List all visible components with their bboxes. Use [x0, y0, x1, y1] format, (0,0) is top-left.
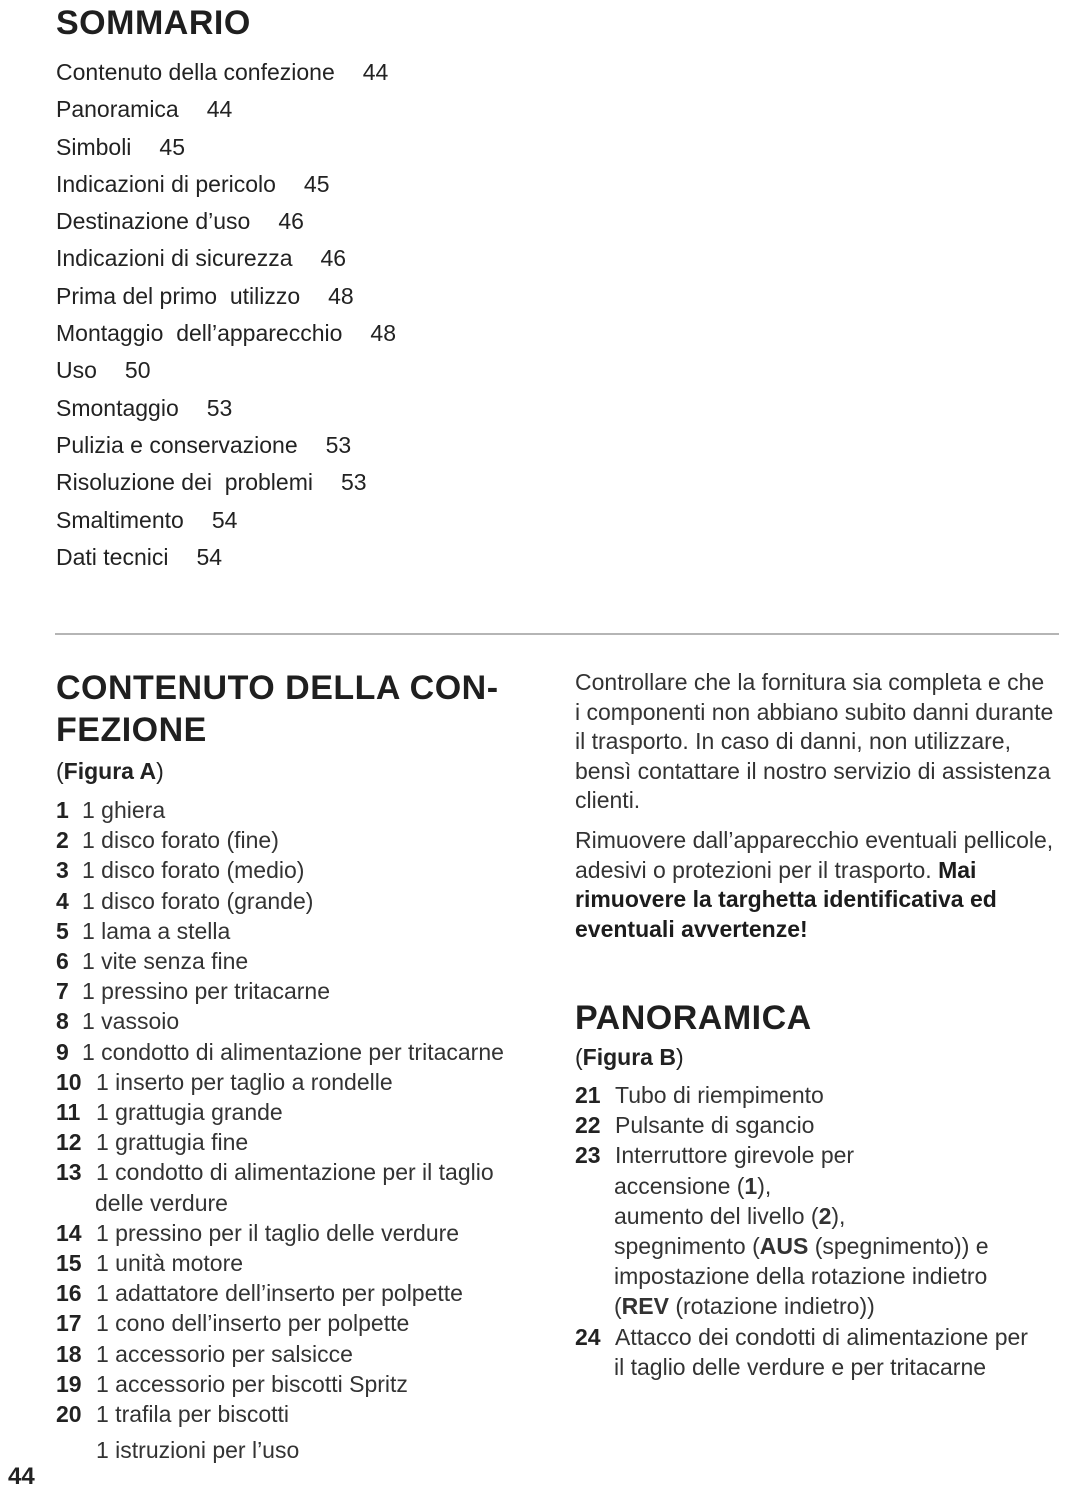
item-number: 10 — [56, 1068, 82, 1095]
item-number: 18 — [56, 1340, 82, 1367]
item-text-continued: impostazione della rotazione indietro — [614, 1263, 988, 1290]
item-text: 1 disco forato (grande) — [82, 887, 314, 914]
overview-title: PANORAMICA — [575, 999, 812, 1037]
item-number: 5 — [56, 917, 69, 944]
item-text: 1 istruzioni per l’uso — [96, 1437, 300, 1464]
item-text: 1 disco forato (fine) — [82, 827, 279, 854]
list-item — [56, 916, 504, 946]
item-number: 1 — [56, 797, 69, 823]
toc-entry-label: Prima del primo utilizzo — [56, 282, 301, 309]
list-item — [56, 1006, 504, 1036]
contents-title-line1: CONTENUTO DELLA CON- — [56, 669, 499, 707]
item-text-bold: 2 — [818, 1202, 832, 1229]
list-item — [56, 976, 504, 1006]
item-text-continued: delle verdure — [95, 1189, 228, 1216]
item-text-part: spegnimento ( — [614, 1233, 760, 1260]
item-text-part: ), — [757, 1172, 772, 1199]
item-text: 1 accessorio per salsicce — [96, 1340, 353, 1367]
toc-entry-label: Simboli — [56, 133, 132, 160]
item-number: 11 — [56, 1099, 81, 1126]
item-number: 12 — [56, 1129, 82, 1156]
toc-entry-label: Panoramica — [56, 96, 179, 123]
toc-entry — [56, 315, 396, 352]
list-item — [56, 1218, 504, 1248]
toc-entry — [56, 129, 396, 166]
list-item — [56, 855, 504, 885]
list-item — [56, 1278, 504, 1308]
list-item — [56, 1369, 504, 1399]
list-item — [575, 1140, 1028, 1321]
toc-entry-page: 53 — [325, 431, 352, 458]
contents-title-line2: FEZIONE — [56, 711, 207, 749]
item-text-continued — [575, 1171, 1028, 1201]
item-text: 1 pressino per tritacarne — [82, 978, 331, 1005]
figure-a-label: Figura A — [63, 758, 157, 784]
item-number: 23 — [575, 1142, 601, 1169]
toc-entry-page: 46 — [320, 245, 347, 272]
figure-b-reference — [575, 1042, 684, 1072]
list-item — [575, 1080, 1028, 1110]
item-text-continued — [575, 1291, 1028, 1321]
toc-entry-page: 53 — [340, 469, 367, 496]
item-number: 24 — [575, 1323, 601, 1350]
toc-entry-label: Uso — [56, 357, 97, 384]
list-item — [56, 1248, 504, 1278]
list-item — [56, 1037, 504, 1067]
toc-entry — [56, 166, 396, 203]
toc-entry — [56, 464, 396, 501]
toc-entry — [56, 390, 396, 427]
item-number: 22 — [575, 1112, 601, 1139]
item-number: 20 — [56, 1401, 82, 1428]
toc-entry-page: 53 — [206, 394, 233, 421]
intro-paragraph-check: Controllare che la fornitura sia completa e che i componenti non abbiano subito danni durante il trasporto. In caso di danni, non utilizzare, bensì contattare il nostro servizio di assistenza clienti. — [575, 669, 1054, 813]
item-text: Interruttore girevole per — [615, 1142, 855, 1169]
list-item — [56, 1097, 504, 1127]
toc-entry — [56, 502, 396, 539]
toc-entry-label: Dati tecnici — [56, 543, 169, 570]
overview-list — [575, 1080, 1028, 1382]
item-number: 15 — [56, 1250, 82, 1277]
item-text: Attacco dei condotti di alimentazione per — [615, 1323, 1028, 1350]
item-text: 1 vite senza fine — [82, 948, 249, 975]
figure-b-label: Figura B — [582, 1044, 676, 1070]
list-item — [56, 1339, 504, 1369]
item-text: 1 vassoio — [82, 1008, 180, 1035]
item-number: 9 — [56, 1038, 69, 1065]
figure-a-reference — [56, 756, 164, 786]
item-text-bold: AUS — [759, 1233, 809, 1260]
item-text-part: ), — [831, 1202, 846, 1229]
item-text: 1 cono dell’inserto per polpette — [96, 1310, 410, 1337]
figure-b-close: ) — [675, 1044, 684, 1070]
toc-entry-label: Indicazioni di pericolo — [56, 170, 276, 197]
item-text-bold: 1 — [744, 1172, 758, 1199]
item-text: 1 lama a stella — [82, 917, 231, 944]
toc-entry-label: Montaggio dell’apparecchio — [56, 320, 343, 347]
intro-remove-warning: Mai rimuovere la targhetta identificativa ed eventuali avvertenze! — [575, 856, 997, 942]
item-text-continued — [575, 1231, 1028, 1261]
list-item — [56, 1399, 504, 1429]
item-text: 1 condotto di alimentazione per il taglio — [96, 1159, 494, 1186]
toc-entry-page: 44 — [362, 59, 389, 85]
toc-entry — [56, 91, 396, 128]
toc-list — [56, 54, 396, 576]
toc-entry-label: Destinazione d’uso — [56, 208, 251, 235]
toc-entry-page: 54 — [196, 543, 223, 570]
contents-list — [56, 795, 504, 1465]
item-text: 1 grattugia fine — [96, 1129, 249, 1156]
item-text: 1 pressino per il taglio delle verdure — [96, 1219, 460, 1246]
item-text-part: aumento del livello ( — [614, 1202, 819, 1229]
toc-entry-page: 46 — [278, 208, 304, 235]
list-item — [56, 1435, 504, 1465]
toc-entry-page: 54 — [211, 506, 238, 533]
item-number: 6 — [56, 948, 69, 975]
list-item — [56, 1157, 504, 1217]
item-number: 8 — [56, 1008, 69, 1035]
item-text: 1 accessorio per biscotti Spritz — [96, 1370, 408, 1397]
list-item — [56, 1308, 504, 1338]
list-item — [56, 795, 504, 825]
item-number: 7 — [56, 978, 69, 1005]
section-divider — [55, 633, 1059, 635]
item-number: 19 — [56, 1370, 82, 1397]
page-number: 44 — [8, 1463, 35, 1490]
item-text: Tubo di riempimento — [615, 1082, 824, 1108]
toc-entry-page: 45 — [159, 133, 186, 160]
toc-entry-label: Risoluzione dei problemi — [56, 469, 313, 496]
toc-entry-label: Smontaggio — [56, 394, 179, 421]
item-text: 1 condotto di alimentazione per tritacarne — [82, 1038, 504, 1065]
item-number: 2 — [56, 827, 69, 854]
figure-b-open: ( — [575, 1044, 583, 1070]
toc-entry-page: 45 — [303, 170, 330, 197]
item-text-bold: REV — [621, 1293, 669, 1320]
item-text: 1 trafila per biscotti — [96, 1401, 290, 1428]
toc-entry-label: Pulizia e conservazione — [56, 431, 298, 458]
item-number: 3 — [56, 857, 69, 884]
item-number: 4 — [56, 887, 69, 914]
toc-entry — [56, 352, 396, 389]
list-item — [56, 825, 504, 855]
item-text-continued: il taglio delle verdure e per tritacarne — [614, 1353, 987, 1380]
list-item — [56, 1127, 504, 1157]
toc-entry-page: 48 — [328, 282, 354, 309]
item-text: 1 ghiera — [82, 797, 166, 823]
toc-entry-label: Contenuto della confezione — [56, 59, 335, 85]
item-text: 1 adattatore dell’inserto per polpette — [96, 1280, 463, 1307]
item-text-part: accensione ( — [614, 1172, 745, 1199]
list-item — [575, 1322, 1028, 1382]
item-number: 16 — [56, 1280, 82, 1307]
figure-a-close: ) — [156, 758, 164, 784]
list-item — [56, 886, 504, 916]
list-item — [56, 1067, 504, 1097]
toc-entry — [56, 278, 396, 315]
intro-remove-text: Rimuovere dall’apparecchio eventuali pellicole, adesivi o protezioni per il trasporto. — [575, 827, 1054, 883]
toc-entry-label: Indicazioni di sicurezza — [56, 245, 293, 272]
item-number: 13 — [56, 1159, 82, 1186]
item-text: Pulsante di sgancio — [615, 1112, 815, 1139]
item-text-part: (rotazione indietro)) — [668, 1293, 875, 1320]
figure-a-open: ( — [56, 758, 64, 784]
item-number: 17 — [56, 1310, 82, 1337]
intro-paragraph-remove — [575, 826, 1065, 944]
item-text: 1 disco forato (medio) — [82, 857, 305, 884]
item-text: 1 grattugia grande — [96, 1099, 283, 1126]
item-text-continued — [575, 1201, 1028, 1231]
item-text: 1 unità motore — [96, 1250, 244, 1277]
toc-entry-page: 50 — [124, 357, 151, 384]
item-number: 21 — [575, 1082, 601, 1108]
list-item — [575, 1110, 1028, 1140]
toc-entry — [56, 203, 396, 240]
item-text-part: (spegnimento)) e — [808, 1233, 989, 1260]
toc-entry-page: 44 — [206, 96, 233, 123]
item-text: 1 inserto per taglio a rondelle — [96, 1068, 393, 1095]
toc-entry-label: Smaltimento — [56, 506, 184, 533]
contents-title — [56, 667, 499, 751]
toc-entry-page: 48 — [370, 320, 397, 347]
toc-entry — [56, 427, 396, 464]
item-number: 14 — [56, 1219, 82, 1246]
list-item — [56, 946, 504, 976]
toc-entry — [56, 539, 396, 576]
toc-entry — [56, 54, 396, 91]
toc-entry — [56, 240, 396, 277]
toc-title: SOMMARIO — [56, 4, 251, 42]
item-text-part: ( — [614, 1293, 622, 1320]
